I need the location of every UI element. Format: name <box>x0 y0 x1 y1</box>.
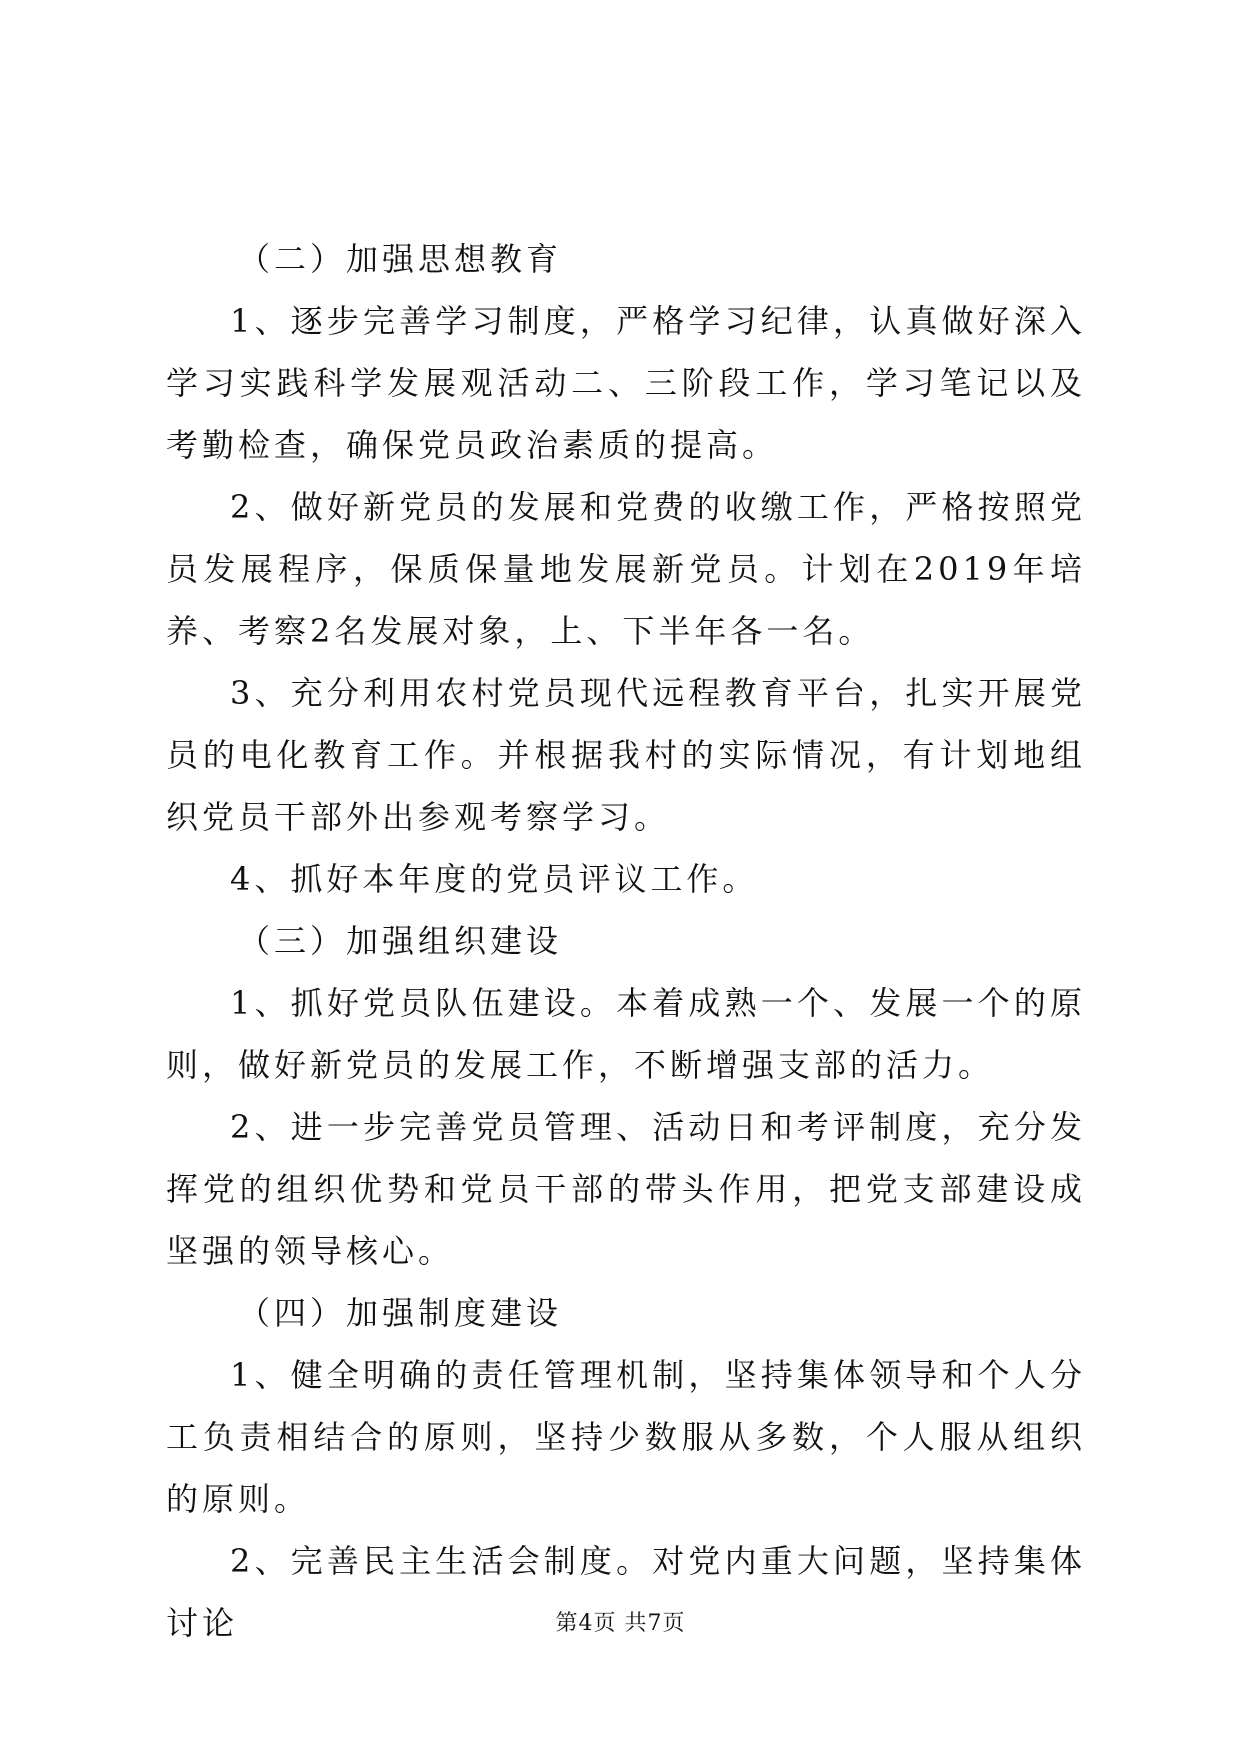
paragraph-2-3: 3、充分利用农村党员现代远程教育平台，扎实开展党员的电化教育工作。并根据我村的实际情况，有计划地组织党员干部外出参观考察学习。 <box>166 674 1086 836</box>
paragraph-2-4: 4、抓好本年度的党员评议工作。 <box>230 860 759 898</box>
page-number-footer: 第4页 共7页 <box>555 1611 686 1636</box>
paragraph-2-1: 1、逐步完善学习制度，严格学习纪律，认真做好深入学习实践科学发展观活动二、三阶段工作，学习笔记以及考勤检查，确保党员政治素质的提高。 <box>166 302 1086 464</box>
paragraph-3-2: 2、进一步完善党员管理、活动日和考评制度，充分发挥党的组织优势和党员干部的带头作用，把党支部建设成坚强的领导核心。 <box>166 1108 1086 1270</box>
paragraph-3-1: 1、抓好党员队伍建设。本着成熟一个、发展一个的原则，做好新党员的发展工作，不断增强支部的活力。 <box>166 984 1086 1084</box>
paragraph-4-1: 1、健全明确的责任管理机制，坚持集体领导和个人分工负责相结合的原则，坚持少数服从多数，个人服从组织的原则。 <box>166 1356 1086 1518</box>
paragraph-4-2: 2、完善民主生活会制度。对党内重大问题，坚持集体讨论 <box>166 1542 1086 1642</box>
section-heading-3: （三）加强组织建设 <box>238 922 563 960</box>
section-heading-4: （四）加强制度建设 <box>238 1294 563 1332</box>
paragraph-2-2: 2、做好新党员的发展和党费的收缴工作，严格按照党员发展程序，保质保量地发展新党员。计划在2019年培养、考察2名发展对象，上、下半年各一名。 <box>166 488 1086 650</box>
document-body <box>166 228 1086 1654</box>
section-heading-2: （二）加强思想教育 <box>238 240 563 278</box>
